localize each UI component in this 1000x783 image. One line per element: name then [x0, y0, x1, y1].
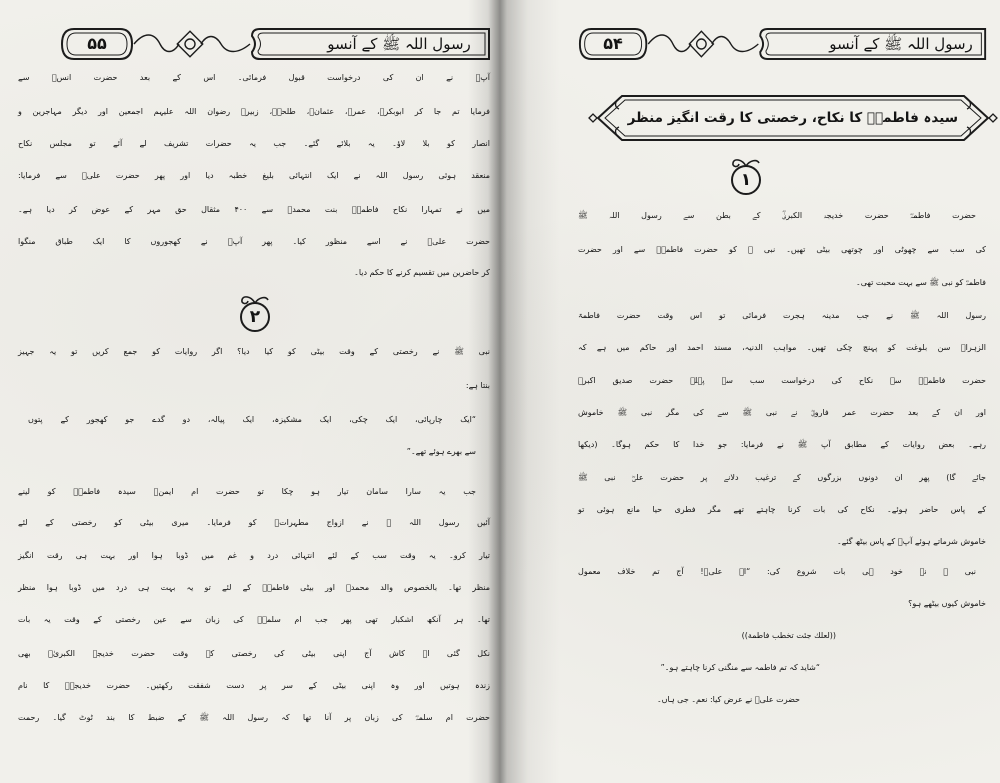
diamond-ornament-icon — [989, 114, 997, 122]
text-line: حضرت فاطمہؓ حضرت خدیجۃ الکبریٰؓ کے بطن سے رسول اللہ ﷺ — [578, 211, 976, 220]
chapter-title: سیدہ فاطمہؓ کا نکاح، رخصتی کا رقت انگیز منظر — [627, 110, 958, 126]
quote-translation: “شاید کہ تم فاطمہ سے منگنی کرنا چاہتے ہو۔” — [660, 663, 820, 672]
text-line: خاموش کیوں بیٹھے ہو؟ — [908, 599, 986, 608]
text-line: بنتا ہے: — [465, 381, 490, 390]
text-line: حضرت ام سلمہؓ کی زبان پر آنا تھا کہ رسول اللہ ﷺ کے ضبط کا بند ٹوٹ گیا۔ رحمت — [18, 713, 490, 722]
text-line: منعقد ہوئی رسول اللہ نے ایک انتہائی بلیغ خطبہ دیا اور پھر حضرت علیؓ سے فرمایا: — [18, 171, 490, 180]
text-line: میں نے تمہارا نکاح فاطمہؓ بنت محمدؐ سے ۴۰۰ مثقال حق مہر کے عوض کر دیا ہے۔ — [18, 205, 490, 214]
text-line: جب یہ سارا سامان تیار ہو چکا تو حضرت ام ایمنؓ سیدہ فاطمہؓ کو لینے — [18, 487, 476, 496]
text-line: حضرت علیؓ نے اسے منظور کیا۔ پھر آپؐ نے کھجوروں کا ایک طباق منگوا — [18, 237, 490, 246]
diamond-ornament-icon — [589, 114, 597, 122]
quote-line: “ایک چارپائی، ایک چکی، ایک مشکیزہ، ایک پیالہ، دو گدے جو کھجور کے پتوں — [28, 415, 476, 424]
text-line: جائے گا) پھر ان دونوں بزرگوں کے ترغیب دلانے پر حضرت علیؓ نبی ﷺ — [578, 473, 986, 482]
header-flourish — [134, 31, 250, 56]
running-header-title: رسول اللہ ﷺ کے آنسو — [829, 35, 973, 53]
text-line: انصار کو بلا لاؤ۔ یہ بلائے گئے۔ جب یہ حضرات تشریف لے آئے تو مجلس نکاح — [18, 139, 490, 148]
quote-line: سے بھرے ہوئے تھے۔” — [406, 447, 476, 456]
text-line: نکل گئی اے کاش آج اپنی بیٹی کی رخصتی کے وقت حضرت خدیجۃ الکبریٰؓ بھی — [18, 649, 490, 658]
text-line: تیار کرو۔ یہ وقت سب کے لئے انتہائی درد و غم میں ڈوبا ہوا اور بہت ہی رقت انگیز — [18, 551, 490, 560]
running-header-title: رسول اللہ ﷺ کے آنسو — [327, 35, 471, 53]
text-line: خاموش شرماتے ہوئے آپؐ کے پاس بیٹھ گئے۔ — [836, 537, 986, 546]
text-line: رسول اللہ ﷺ نے جب مدینہ ہجرت فرمائی تو اس وقت حضرت فاطمۃ — [578, 311, 986, 320]
text-line: حضرت علیؓ نے عرض کیا: نعم۔ جی ہاں۔ — [656, 695, 800, 704]
text-line: حضرت فاطمہؓ سے نکاح کی درخواست سب سے پہلے حضرت صدیق اکبرؓ — [578, 376, 986, 385]
text-line: نبی ﷺ نے خود ہی بات شروع کی: “اے علیؓ! آج تم خلاف معمول — [578, 567, 976, 576]
text-line: رہے۔ بعض روایات کے مطابق آپ ﷺ نے فرمایا: جو خدا کا حکم ہوگا۔ (دیکھا — [578, 440, 986, 449]
arabic-quote: ((لعلك جئت تخطب فاطمة)) — [741, 631, 836, 640]
section-number: ۲ — [249, 307, 261, 327]
header-flourish — [648, 31, 758, 56]
page-number: ۵۵ — [87, 34, 107, 53]
text-line: تھا۔ ہر آنکھ اشکبار تھی پھر جب ام سلمہؓ کی زبان سے عین رخصتی کے وقت یہ بات — [18, 615, 490, 624]
text-line: کر حاضرین میں تقسیم کرنے کا حکم دیا۔ — [354, 268, 490, 277]
text-line: الزہراؓ سن بلوغت کو پہنچ چکی تھیں۔ مواہب الدنیہ، مسند احمد اور حاکم میں ہے کہ — [578, 343, 986, 352]
text-line: کے پاس حاضر ہوئے۔ نکاح کی بات کرنا چاہتے تھے مگر فطری حیا مانع ہوئی تو — [578, 505, 986, 514]
text-line: نبی ﷺ نے رخصتی کے وقت بیٹی کو کیا دیا؟ اگر روایات کو جمع کریں تو یہ جہیز — [18, 347, 490, 356]
text-line: اور ان کے بعد حضرت عمر فاروقؓ نے نبی ﷺ سے کی مگر نبی ﷺ خاموش — [578, 408, 986, 417]
section-number: ۱ — [740, 170, 752, 190]
right-page — [500, 0, 1000, 783]
text-line: فاطمہؓ کو نبی ﷺ سے بہت محبت تھی۔ — [856, 278, 986, 287]
text-line: آئیں رسول اللہ ﷺ نے ازواج مطہراتؓ کو فرمایا۔ میری بیٹی کو رخصتی کے لئے — [18, 518, 490, 527]
text-line: زندہ ہوتیں اور وہ اپنی بیٹی کے سر پر دست شفقت رکھتیں۔ حضرت خدیجہؓ کا نام — [18, 681, 490, 690]
text-line: کی سب سے چھوٹی اور چوتھی بیٹی تھیں۔ نبی ﷺ کو حضرت فاطمہؓ سے اور حضرت — [578, 245, 986, 254]
text-line: منظر تھا۔ بالخصوص والد محمدؐ اور بیٹی فاطمہؓ کے لئے تو یہ بہت ہی درد میں ڈوبا ہوا منظر — [18, 583, 490, 592]
text-line: فرمایا تم جا کر ابوبکرؓ، عمرؓ، عثمانؓ، طلحہؓ، زبیرؓ رضوان اللہ علیہم اجمعین اور دیگر مہاجرین و — [18, 107, 490, 116]
text-line: آپؐ نے ان کی درخواست قبول فرمائی۔ اس کے بعد حضرت انسؓ سے — [18, 73, 490, 82]
page-number: ۵۴ — [603, 34, 623, 53]
